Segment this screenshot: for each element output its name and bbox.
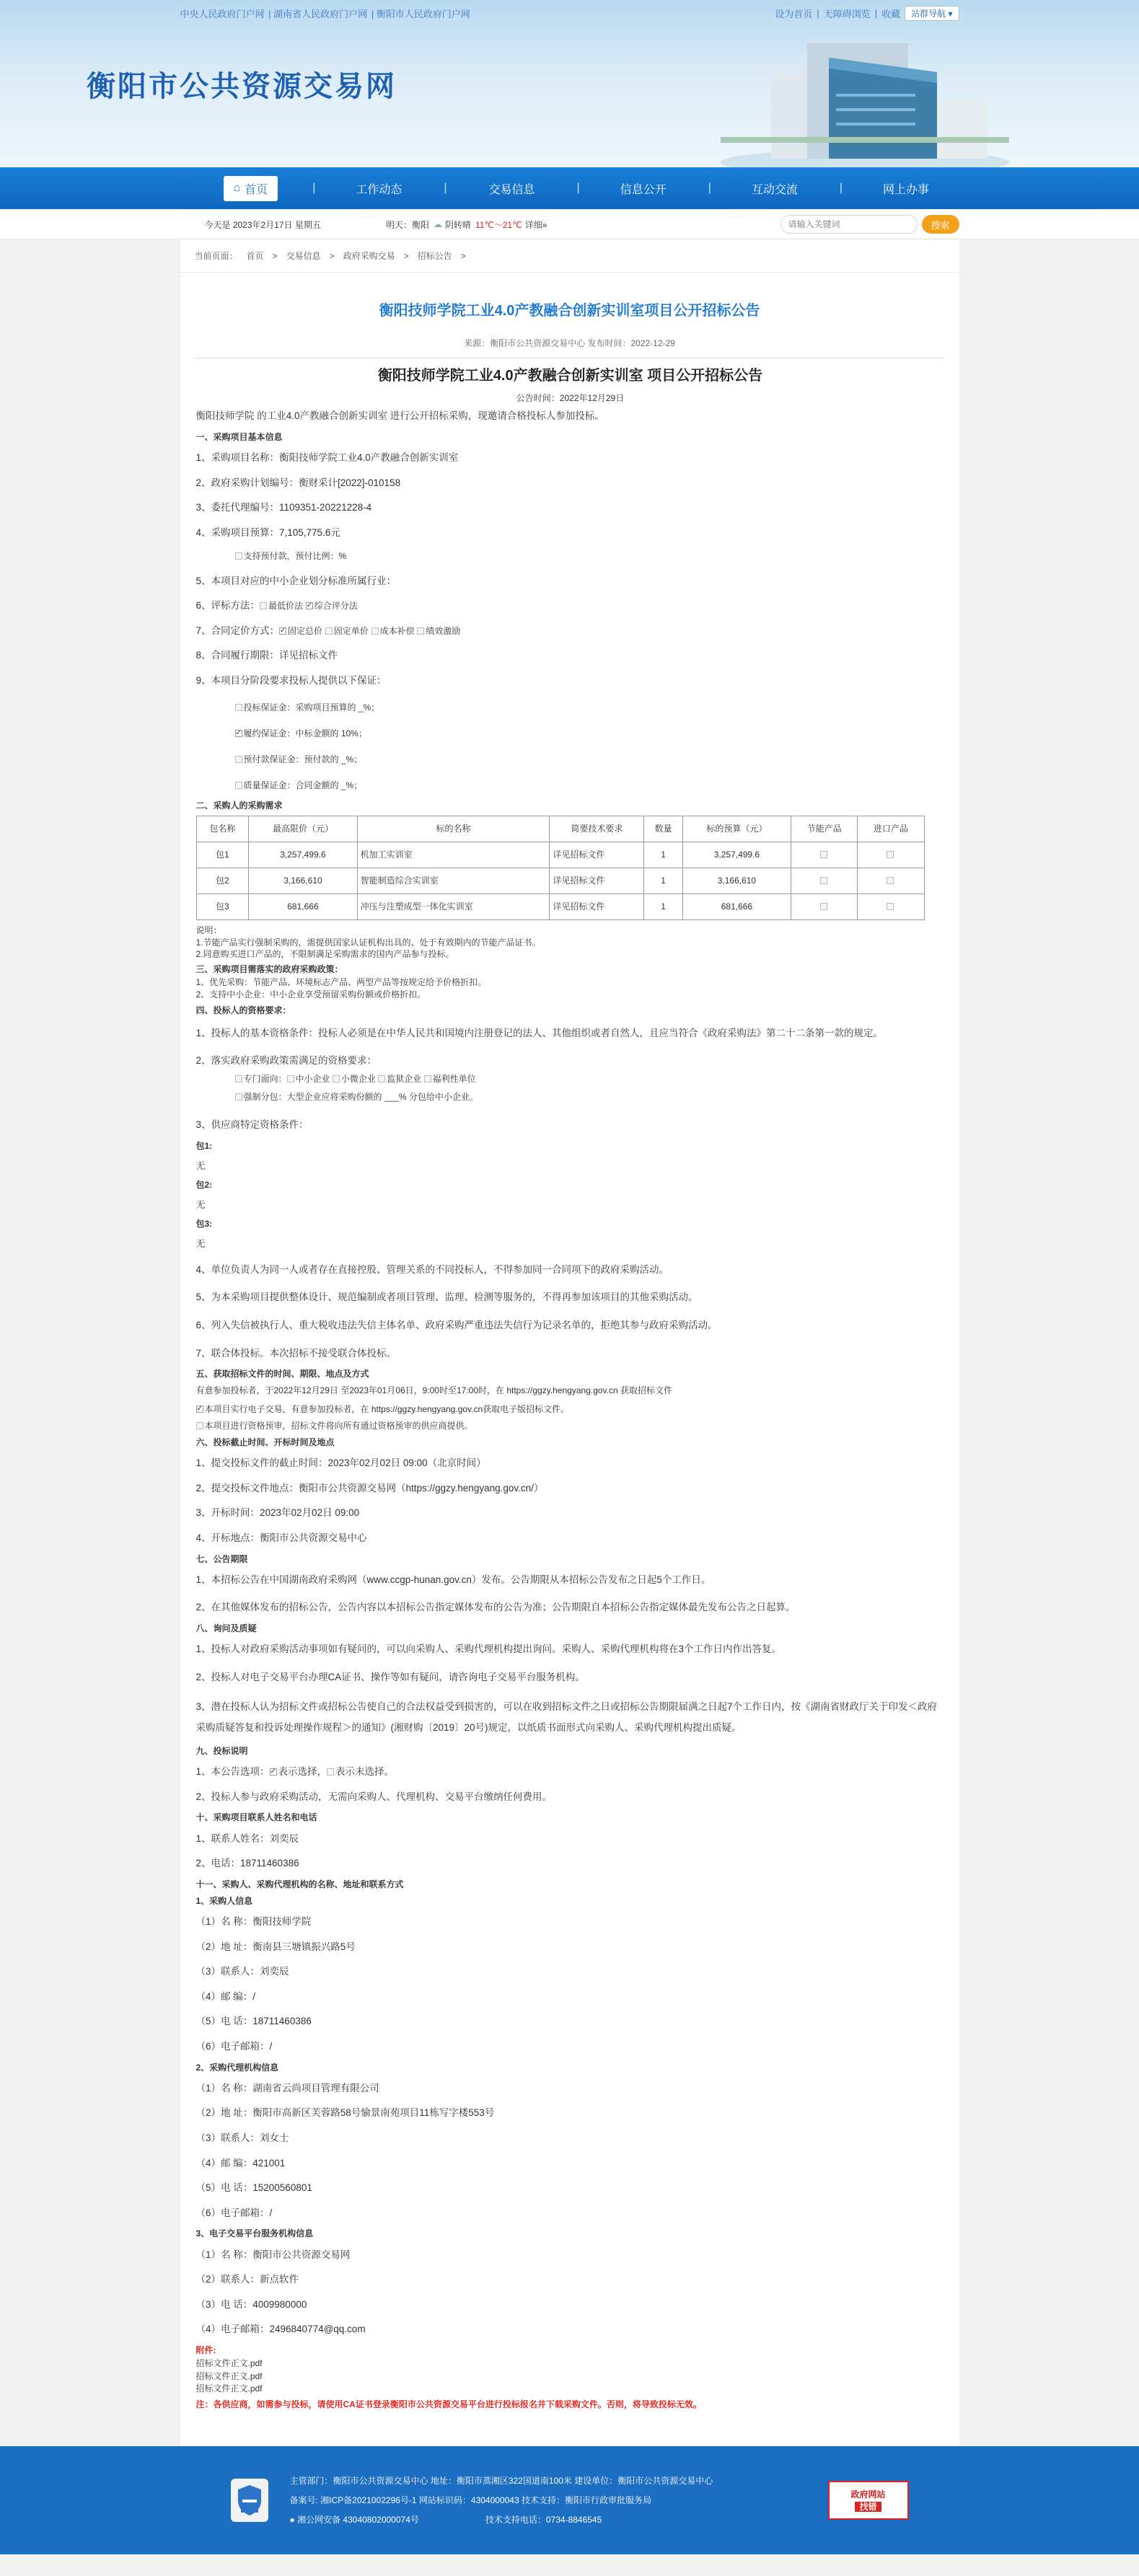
table-cell: 包3: [196, 894, 249, 920]
table-header: 包名称: [196, 816, 249, 842]
guarantee-prepay: [196, 744, 945, 770]
table-note: 说明：: [195, 925, 222, 936]
checkbox-icon: [325, 627, 333, 635]
table-header: 进口产品: [858, 816, 924, 842]
top-link-hunan[interactable]: 湖南省人民政府门户网: [273, 8, 368, 19]
building-illustration: [721, 29, 1009, 167]
prepay-option: [196, 544, 945, 567]
checkbox-icon: [378, 1075, 385, 1082]
table-cell: 智能制造综合实训室: [357, 868, 550, 894]
footer-line-3: [290, 2510, 713, 2530]
search-button[interactable]: 搜索: [922, 215, 959, 234]
s6-item: 1、提交投标文件的截止时间：2023年02月02日 09:00（北京时间）: [195, 1457, 486, 1469]
table-cell: [791, 894, 858, 920]
checkbox-icon: [235, 552, 242, 560]
price-opt-unit: 固定单价: [333, 625, 369, 636]
s11-3-item: （1）名 称：衡阳市公共资源交易网: [195, 2249, 351, 2260]
price-opt-incentive: 绩效激励: [426, 625, 461, 636]
checkbox-icon: [260, 602, 267, 609]
checkbox-checked-icon: [270, 1768, 277, 1776]
search-input[interactable]: [780, 215, 918, 234]
s5-item-2: [196, 1403, 945, 1416]
s8-item: 3、潜在投标人认为招标文件或招标公告使自己的合法权益受到损害的，可以在收到招标文件之日或招标公告期限届满之日起7个工作日内，按《湖南省财政厅关于印发＜政府采购质疑答复和投诉处理操作规程＞的通知》(湘财购〔2019〕20号)规定，以纸质书面形式向采购人、采购代理机构提出质疑。: [195, 1701, 938, 1733]
site-title: 衡阳市公共资源交易网: [87, 71, 397, 102]
breadcrumb: [180, 239, 959, 273]
table-cell: [858, 868, 924, 894]
prepay-label: 支持预付款，预付比例：%: [243, 551, 347, 562]
attachment-link[interactable]: 招标文件正文.pdf: [195, 2358, 263, 2369]
package-value: 无: [195, 1199, 206, 1211]
section-10-title: 十、采购项目联系人姓名和电话: [195, 1812, 317, 1823]
checkbox-checked-icon: [196, 1406, 203, 1413]
section-8-title: 八、询问及质疑: [195, 1623, 257, 1633]
s11-2-item: （1）名 称：湖南省云尚项目管理有限公司: [195, 2082, 379, 2094]
notice-heading: 衡阳技师学院工业4.0产教融合创新实训室 项目公开招标公告: [377, 368, 763, 384]
s11-sub-title: 3、电子交易平台服务机构信息: [195, 2228, 314, 2239]
breadcrumb-tender-notice[interactable]: 招标公告: [417, 251, 452, 261]
checkbox-icon: [820, 903, 827, 910]
checkbox-icon: [887, 877, 894, 884]
article-body: [180, 364, 959, 2412]
weather-detail-link[interactable]: 详细»: [524, 219, 547, 230]
s11-2-item: （4）邮 编：421001: [195, 2157, 286, 2169]
s11-sub-title: 1、采购人信息: [195, 1895, 253, 1906]
set-homepage-link[interactable]: 设为首页: [775, 8, 813, 19]
s8-item: 2、投标人对电子交易平台办理CA证书、操作等如有疑问，请咨询电子交易平台服务机构。: [195, 1671, 585, 1682]
s10-item: 1、联系人姓名：刘奕辰: [195, 1832, 299, 1844]
s9-opt-unselected: 表示未选择。: [335, 1766, 395, 1778]
checkbox-icon: [820, 877, 827, 884]
home-icon: ⌂: [233, 182, 241, 194]
checkbox-checked-icon: [235, 730, 242, 737]
s6-item: 2、提交投标文件地点：衡阳市公共资源交易网（https://ggzy.hengyang.gov.cn/）: [195, 1482, 544, 1494]
checkbox-icon: [820, 851, 827, 858]
s9-item-2: 2、投标人参与政府采购活动，无需向采购人、代理机构、交易平台缴纳任何费用。: [195, 1791, 553, 1802]
table-note: 2.同意购买进口产品的，不限制满足采购需求的国内产品参与投标。: [195, 948, 454, 959]
price-opt-total: 固定总价: [288, 625, 323, 636]
s4-special-target: [196, 1072, 945, 1086]
table-note: 1.节能产品实行强制采购的，需提供国家认证机构出具的、处于有效期内的节能产品证书。: [195, 937, 541, 948]
s1-item-3: 3、委托代理编号：1109351-20221228-4: [195, 502, 372, 513]
s11-2-item: （6）电子邮箱：/: [195, 2207, 273, 2218]
s4-item-5: 5、为本采购项目提供整体设计、规范编制或者项目管理、监理、检测等服务的，不得再参加该项目的其他采购活动。: [195, 1292, 698, 1303]
s1-item-1: 1、采购项目名称：衡阳技师学院工业4.0产教融合创新实训室: [195, 451, 459, 463]
s9-opt-selected: 表示选择，: [278, 1766, 327, 1778]
table-cell: 详见招标文件: [550, 894, 644, 920]
top-links: 中央人民政府门户网 | 湖南省人民政府门户网 | 衡阳市人民政府门户网: [180, 8, 470, 19]
s8-item: 1、投标人对政府采购活动事项如有疑问的，可以向采购人、采购代理机构提出询问。采购人、采购代理机构将在3个工作日内作出答复。: [195, 1644, 782, 1655]
section-4-title: 四、投标人的资格要求：: [195, 1005, 291, 1015]
table-row: [196, 894, 924, 920]
gov-badge-line-1: 政府网站: [850, 2489, 886, 2500]
price-opt-cost: 成本补偿: [379, 625, 415, 636]
checkbox-icon: [333, 1075, 340, 1082]
article-meta: 来源：衡阳市公共资源交易中心 发布时间：2022-12-29: [464, 338, 675, 348]
s11-sub-title: 2、采购代理机构信息: [195, 2062, 279, 2073]
favorite-link[interactable]: 收藏: [881, 8, 901, 19]
footer-line-1: 主管部门：衡阳市公共资源交易中心 地址：衡阳市蒸湘区322国道南100米 建设单位：衡阳市公共资源交易中心: [289, 2475, 713, 2486]
cloud-icon: ☁: [433, 219, 442, 229]
attachment-link[interactable]: 招标文件正文.pdf: [195, 2370, 263, 2381]
opt-sme: 中小企业: [295, 1073, 330, 1084]
table-header: 标的预算（元）: [682, 816, 791, 842]
footer-line-2: 备案号: 湘ICP备2021002296号-1 网站标识码：4304000043 技术支持：衡阳市行政审批服务局: [289, 2495, 651, 2505]
breadcrumb-sep: >: [272, 250, 278, 261]
s11-1-item: （2）地 址：衡南县三塘镇振兴路5号: [195, 1941, 356, 1952]
checkbox-icon: [417, 627, 424, 635]
package-name: 包3:: [195, 1218, 213, 1229]
s10-item: 2、电话：18711460386: [195, 1858, 299, 1869]
package-name: 包1:: [195, 1140, 213, 1151]
checkbox-icon: [887, 903, 894, 910]
top-link-central[interactable]: 中央人民政府门户网: [180, 8, 265, 19]
checkbox-icon: [235, 782, 242, 789]
breadcrumb-sep: >: [329, 250, 335, 261]
section-9-title: 九、投标说明: [195, 1745, 248, 1756]
s11-1-item: （3）联系人：刘奕辰: [195, 1966, 289, 1977]
date-text: 今天是 2023年2月17日 星期五: [204, 219, 321, 230]
checkbox-icon: [235, 756, 242, 763]
main-nav: [0, 167, 1139, 209]
checkbox-icon: [327, 1768, 334, 1776]
search-box: [780, 215, 959, 234]
section-2-title: 二、采购人的采购需求: [195, 800, 283, 811]
table-cell: [791, 868, 858, 894]
top-link-hengyang[interactable]: 衡阳市人民政府门户网: [376, 8, 470, 19]
nav-home[interactable]: [224, 176, 278, 201]
package-value: 无: [195, 1160, 206, 1172]
opt-micro: 小微企业: [340, 1073, 376, 1084]
s11-2-item: （3）联系人：刘女士: [195, 2132, 289, 2144]
package-value: 无: [195, 1238, 206, 1250]
s1-item-6: [196, 592, 945, 617]
info-bar: [0, 209, 1139, 239]
checkbox-icon: [287, 1075, 294, 1082]
checkbox-checked-icon: [279, 627, 286, 635]
breadcrumb-sep: >: [403, 250, 409, 261]
package-name: 包2:: [195, 1179, 213, 1190]
footer-text: [290, 2471, 713, 2530]
s3-item: 2、支持中小企业：中小企业享受预留采购份额或价格折扣。: [195, 989, 426, 1000]
warning-note: 注：各供应商，如需参与投标，请使用CA证书登录衡阳市公共资源交易平台进行投标报名并下载采购文件。否则，将导致投标无效。: [195, 2399, 702, 2410]
s1-item-7: [196, 617, 945, 643]
breadcrumb-gov-procurement[interactable]: 政府采购交易: [343, 251, 395, 261]
nav-interaction[interactable]: 互动交流: [751, 183, 798, 196]
table-row: [196, 868, 924, 894]
table-cell: 3,166,610: [682, 868, 791, 894]
table-cell: 详见招标文件: [550, 842, 644, 868]
s5-electronic-label: 本项目实行电子交易，有意参加投标者，在 https://ggzy.hengyang.gov.cn获取电子版招标文件。: [204, 1403, 570, 1414]
site-header: [0, 0, 1139, 167]
guarantee-bid: [196, 692, 945, 718]
nav-info-public[interactable]: 信息公开: [620, 183, 667, 196]
checkbox-icon: [371, 627, 379, 635]
table-header-row: [196, 816, 924, 842]
nav-divider: |: [839, 182, 843, 194]
table-header: 数量: [644, 816, 682, 842]
s3-item: 1、优先采购：节能产品、环境标志产品、两型产品等按规定给予价格折扣。: [195, 977, 487, 988]
checkbox-icon: [235, 1093, 242, 1100]
eval-opt-lowest: 最低价法: [268, 601, 304, 612]
section-5-title: 五、获取招标文件的时间、期限、地点及方式: [195, 1369, 369, 1380]
table-cell: [858, 894, 924, 920]
section-6-title: 六、投标截止时间、开标时间及地点: [195, 1437, 335, 1447]
checkbox-icon: [235, 1075, 242, 1082]
s1-item-2: 2、政府采购计划编号：衡财采计[2022]-010158: [195, 477, 401, 488]
table-row: [196, 842, 924, 868]
eval-opt-composite: 综合评分法: [314, 601, 358, 612]
s4-item-1: 1、投标人的基本资格条件：投标人必须是在中华人民共和国境内注册登记的法人、其他组织或者自然人，且应当符合《政府采购法》第二十二条第一款的规定。: [195, 1027, 884, 1038]
table-header: 简要技术要求: [550, 816, 644, 842]
site-nav-dropdown[interactable]: [905, 6, 959, 21]
s4-item-3: 3、供应商特定资格条件：: [195, 1119, 309, 1131]
guarantee-label: 投标保证金：采购项目预算的 _%；: [243, 702, 380, 713]
police-record[interactable]: 湘公网安备 43040802000074号: [297, 2514, 419, 2525]
weather-location: 明天：衡阳: [385, 219, 429, 230]
table-header: 标的名称: [357, 816, 550, 842]
subcontract-label: 强制分包：大型企业应将采购份额的 ___% 分包给中小企业。: [243, 1092, 478, 1103]
s11-3-item: （3）电 话：4009980000: [195, 2298, 307, 2310]
accessibility-link[interactable]: 无障碍浏览: [823, 8, 871, 19]
s4-item-7: 7、联合体投标。本次招标不接受联合体投标。: [195, 1347, 397, 1359]
support-phone: 技术支持电话：0734-8846545: [485, 2514, 602, 2525]
s11-1-item: （6）电子邮箱：/: [195, 2041, 273, 2052]
s11-3-item: （2）联系人：新点软件: [195, 2274, 299, 2285]
content-area: [180, 239, 959, 2446]
nav-home-label: 首页: [245, 183, 268, 196]
gov-badge-line-2: 找错: [855, 2502, 881, 2512]
guarantee-quality: [196, 770, 945, 796]
nav-divider: |: [444, 182, 447, 194]
opt-welfare: 福利性单位: [432, 1073, 476, 1084]
opt-prison: 监狱企业: [387, 1073, 422, 1084]
s1-item-8: 8、合同履行期限：详见招标文件: [195, 650, 338, 661]
s1-item-4: 4、采购项目预算：7,105,775.6元: [195, 526, 340, 538]
weather-temp: 11℃～21℃: [475, 219, 522, 230]
section-3-title: 三、采购项目需落实的政府采购政策：: [195, 964, 343, 974]
checkbox-icon: [424, 1075, 431, 1082]
breadcrumb-trade-info[interactable]: 交易信息: [286, 251, 321, 261]
guarantee-performance: [196, 718, 945, 744]
eval-label: 6、评标方法：: [195, 600, 260, 612]
nav-divider: |: [576, 182, 580, 194]
s11-3-item: （4）电子邮箱：2496840774@qq.com: [195, 2324, 366, 2335]
s11-2-item: （5）电 话：15200560801: [195, 2182, 312, 2194]
table-header: 节能产品: [791, 816, 858, 842]
site-nav-label: 站群导航: [911, 8, 946, 19]
section-1-title: 一、采购项目基本信息: [195, 431, 283, 442]
guarantee-label: 质量保证金：合同金额的 _%；: [243, 780, 363, 791]
s11-1-item: （4）邮 编：/: [195, 1990, 256, 2002]
s11-1-item: （1）名 称：衡阳技师学院: [195, 1916, 312, 1928]
s4-item-2: 2、落实政府采购政策需满足的资格要求：: [195, 1055, 377, 1067]
top-bar: [180, 0, 959, 26]
section-7-title: 七、公告期限: [195, 1553, 248, 1564]
table-header: 最高限价（元）: [249, 816, 357, 842]
table-cell: 3,257,499.6: [249, 842, 357, 868]
nav-trade-info[interactable]: 交易信息: [488, 183, 535, 196]
nav-divider: |: [708, 182, 711, 194]
table-cell: 1: [644, 868, 682, 894]
table-cell: 681,666: [682, 894, 791, 920]
notice-pubtime: 公告时间：2022年12月29日: [516, 393, 625, 403]
section-11-title: 十一、采购人、采购代理机构的名称、地址和联系方式: [195, 1879, 404, 1889]
weather-desc: 阴转晴: [444, 219, 471, 230]
s5-item-1: 有意参加投标者，于2022年12月29日 至2023年01月06日，9:00时至17:00时，在 https://ggzy.hengyang.gov.cn 获取招标文件: [195, 1385, 672, 1396]
nav-divider: |: [312, 182, 316, 194]
gov-website-error-badge[interactable]: [828, 2481, 909, 2520]
s7-item: 2、在其他媒体发布的招标公告，公告内容以本招标公告指定媒体发布的公告为准；公告期限自本招标公告指定媒体最先发布公告之日起算。: [195, 1602, 796, 1613]
table-cell: [858, 842, 924, 868]
table-cell: [791, 842, 858, 868]
notice-intro: 衡阳技师学院 的工业4.0产教融合创新实训室 进行公开招标采购，现邀请合格投标人参加投标。: [195, 410, 604, 422]
checkbox-icon: [196, 1422, 203, 1429]
s5-prequal-label: 本项目进行资格预审，招标文件将向所有通过资格预审的供应商提供。: [204, 1420, 473, 1431]
table-cell: 机加工实训室: [357, 842, 550, 868]
checkbox-checked-icon: [306, 602, 313, 609]
chevron-down-icon: ▾: [948, 8, 953, 19]
s9-item-1: [196, 1758, 945, 1783]
table-cell: 详见招标文件: [550, 868, 644, 894]
table-cell: 包1: [196, 842, 249, 868]
s4-subcontract: [196, 1090, 945, 1104]
s9-label: 1、本公告选项：: [195, 1766, 270, 1778]
article-title: 衡阳技师学院工业4.0产教融合创新实训室项目公开招标公告: [379, 303, 760, 319]
nav-online-service[interactable]: 网上办事: [883, 183, 930, 196]
table-cell: 包2: [196, 868, 249, 894]
special-target-label: 专门面向：: [243, 1073, 287, 1084]
s4-item-4: 4、单位负责人为同一人或者存在直接控股、管理关系的不同投标人，不得参加同一合同项下的政府采购活动。: [195, 1263, 669, 1275]
s5-item-3: [196, 1419, 945, 1433]
guarantee-label: 预付款保证金：预付款的 _%；: [243, 754, 363, 764]
nav-work-news[interactable]: 工作动态: [356, 183, 403, 196]
s6-item: 4、开标地点：衡阳市公共资源交易中心: [195, 1532, 367, 1543]
site-footer: [0, 2446, 1139, 2554]
table-cell: 681,666: [249, 894, 357, 920]
breadcrumb-home[interactable]: 首页: [246, 251, 264, 261]
s6-item: 3、开标时间：2023年02月02日 09:00: [195, 1507, 360, 1519]
police-badge-icon: ●: [289, 2514, 295, 2525]
s1-item-9: 9、本项目分阶段要求投标人提供以下保证：: [195, 674, 387, 686]
top-right-links: 设为首页 | 无障碍浏览 | 收藏 站群导航 ▾: [775, 6, 959, 21]
s7-item: 1、本招标公告在中国湖南政府采购网（www.ccgp-hunan.gov.cn）发布。公告期限从本招标公告发布之日起5个工作日。: [195, 1574, 711, 1585]
checkbox-icon: [887, 851, 894, 858]
guarantee-label: 履约保证金：中标金额的 10%；: [243, 728, 367, 738]
table-cell: 1: [644, 842, 682, 868]
attachment-link[interactable]: 招标文件正文.pdf: [195, 2383, 263, 2394]
requirements-table: [196, 816, 925, 920]
table-cell: 冲压与注塑成型一体化实训室: [357, 894, 550, 920]
checkbox-icon: [235, 704, 242, 711]
s1-item-5: 5、本项目对应的中小企业划分标准所属行业：: [195, 575, 397, 586]
party-badge-icon: [231, 2479, 268, 2522]
s11-2-item: （2）地 址：衡阳市高新区芙蓉路58号愉景南苑项目11栋写字楼553号: [195, 2107, 495, 2119]
s4-item-6: 6、列入失信被执行人、重大税收违法失信主体名单、政府采购严重违法失信行为记录名单的，拒绝其参与政府采购活动。: [195, 1320, 718, 1331]
table-cell: 1: [644, 894, 682, 920]
price-label: 7、合同定价方式：: [195, 625, 280, 636]
attachments-label: 附件:: [195, 2345, 216, 2355]
s11-1-item: （5）电 话：18711460386: [195, 2016, 312, 2027]
table-cell: 3,166,610: [249, 868, 357, 894]
breadcrumb-label: 当前页面：: [194, 251, 238, 261]
breadcrumb-sep: >: [460, 250, 466, 261]
table-cell: 3,257,499.6: [682, 842, 791, 868]
